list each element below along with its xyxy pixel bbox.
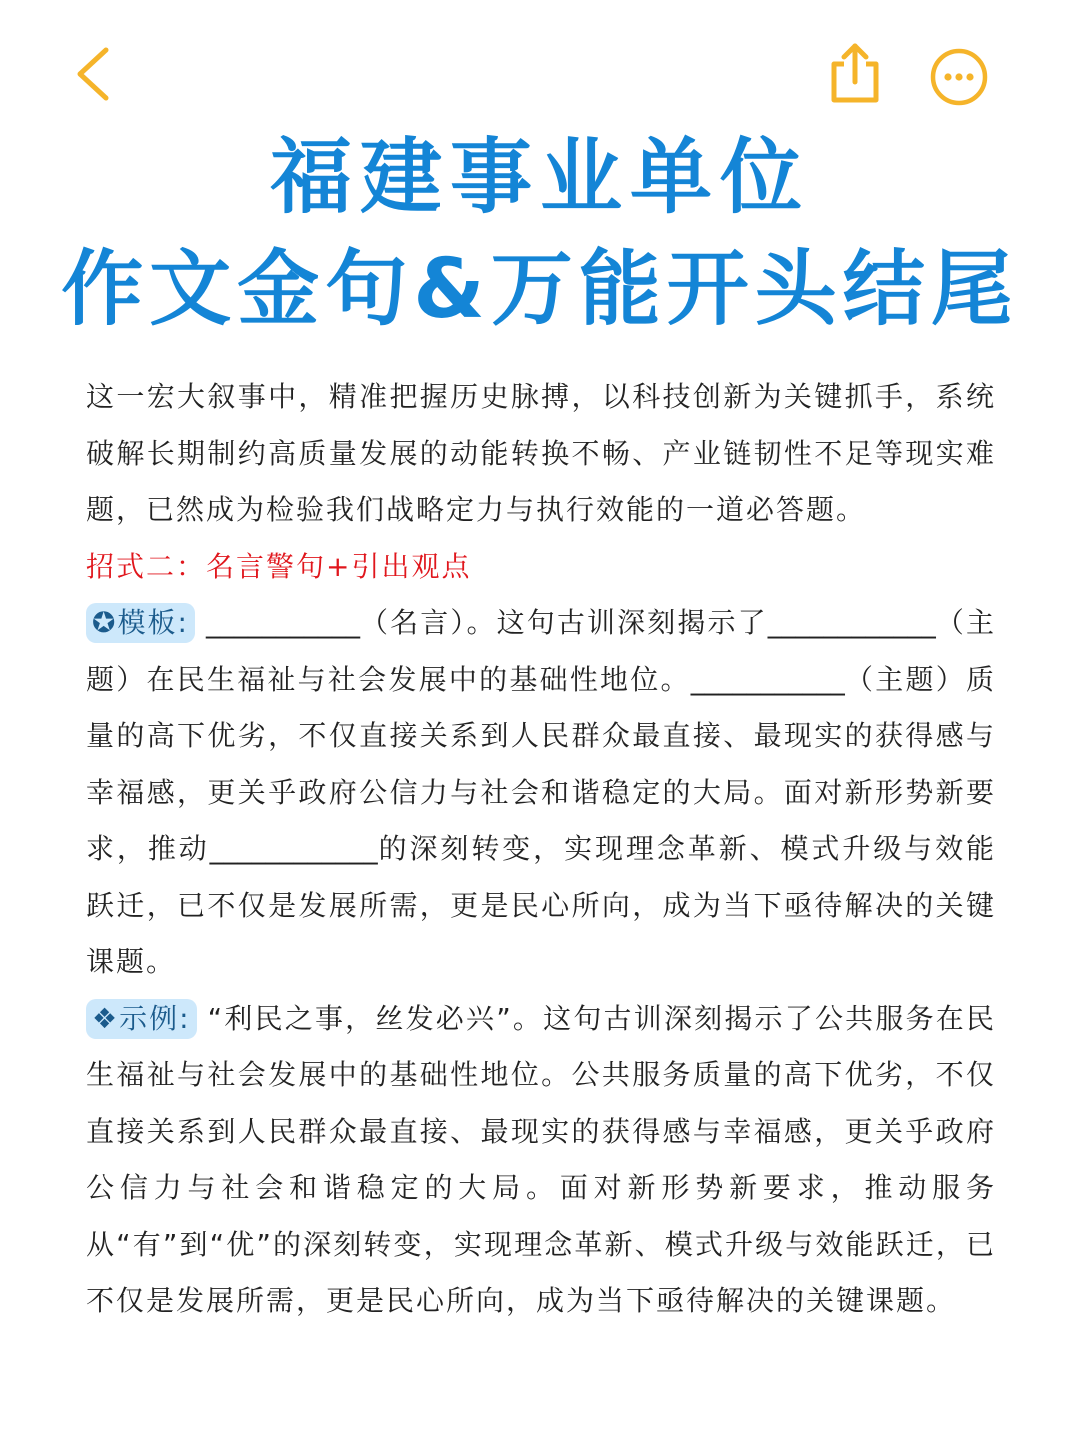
example-text: “利民之事，丝发必兴”。这句古训深刻揭示了公共服务在民生福祉与社会发展中的基础性地位。公共服务质量的高下优劣，不仅直接关系到人民群众最直接、最现实的获得感与幸福感，更关乎政府公信力与社会和谐稳定的大局。面对新形势新要求，推动服务从“有”到“优”的深刻转变，实现理念革新、模式升级与效能跃迁，已不仅是发展所需，更是民心所向，成为当下亟待解决的关键课题。 — [86, 1001, 996, 1317]
template-text-2: （主题）在民生福祉与社会发展中的基础性地位。 — [86, 606, 996, 696]
example-paragraph — [86, 991, 996, 1330]
more-horizontal-icon — [928, 46, 990, 108]
template-text-4: 的深刻转变，实现理念革新、模式升级与效能跃迁，已不仅是发展所需，更是民心所向，成为当下亟待解决的关键课题。 — [86, 832, 996, 978]
more-button[interactable] — [928, 46, 990, 108]
back-button[interactable] — [62, 42, 122, 106]
share-button[interactable] — [824, 38, 886, 108]
example-tag: ❖示例: — [86, 999, 197, 1039]
template-text-3: （主题）质量的高下优劣，不仅直接关系到人民群众最直接、最现实的获得感与幸福感，更关乎政府公信力与社会和谐稳定的大局。面对新形势新要求，推动 — [86, 662, 996, 865]
share-icon — [824, 38, 886, 108]
intro-paragraph: 这一宏大叙事中，精准把握历史脉搏，以科技创新为关键抓手，系统破解长期制约高质量发展的动能转换不畅、产业链韧性不足等现实难题，已然成为检验我们战略定力与执行效能的一道必答题。 — [86, 380, 996, 526]
template-tag: ✪模板: — [86, 603, 195, 643]
template-blank-4: ____________ — [209, 832, 378, 865]
article-body — [86, 369, 996, 1330]
template-blank-1: ___________ — [205, 606, 360, 639]
template-paragraph — [86, 595, 996, 991]
page-title-line1: 福建事业单位 — [269, 130, 810, 225]
page-title-line2: 作文金句&万能开头结尾 — [61, 242, 1019, 337]
template-text-1: （名言）。这句古训深刻揭示了 — [359, 606, 768, 639]
section-heading: 招式二：名言警句+引出观点 — [86, 549, 472, 583]
template-blank-2: ____________ — [767, 606, 936, 639]
template-blank-3: ___________ — [690, 662, 845, 696]
chevron-left-icon — [62, 42, 122, 106]
